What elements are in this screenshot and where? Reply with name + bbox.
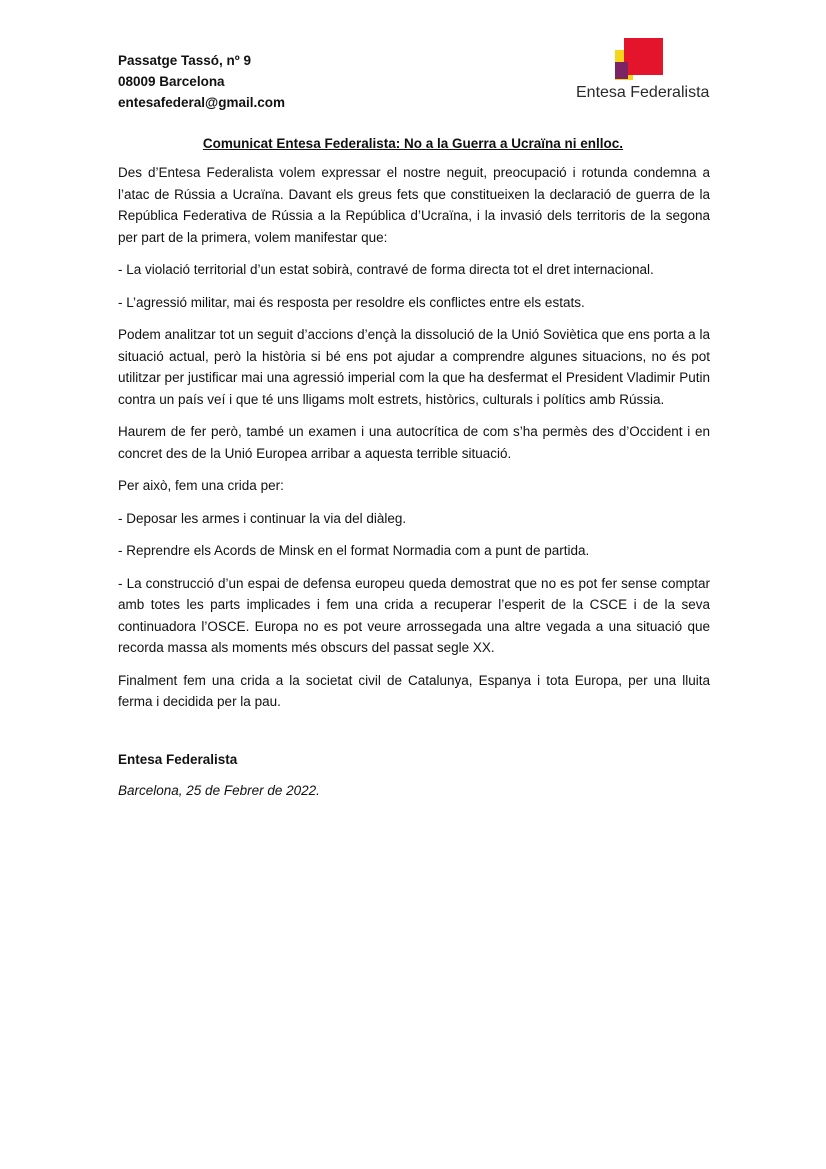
document-title: Comunicat Entesa Federalista: No a la Guerra a Ucraïna ni enlloc. — [202, 136, 624, 151]
sender-address — [118, 50, 285, 113]
entesa-federalista-logo — [570, 36, 720, 106]
logo-squares-icon — [615, 36, 665, 80]
address-email: entesafederal@gmail.com — [118, 95, 285, 110]
body-paragraph: - Reprendre els Acords de Minsk en el format Normadia com a punt de partida. — [118, 543, 590, 558]
logo-text: Entesa Federalista — [576, 84, 710, 101]
document-date: Barcelona, 25 de Febrer de 2022. — [118, 783, 320, 798]
body-paragraph: Per això, fem una crida per: — [118, 478, 284, 493]
body-paragraph: Finalment fem una crida a la societat civil de Catalunya, Espanya i tota Europa, per una lluita ferma i decidida per la pau. — [118, 672, 710, 709]
address-street: Passatge Tassó, nº 9 — [118, 53, 251, 68]
signature: Entesa Federalista — [118, 752, 238, 767]
body-paragraph: - L’agressió militar, mai és resposta per resoldre els conflictes entre els estats. — [118, 294, 585, 310]
body-paragraph: Des d’Entesa Federalista volem expressar el nostre neguit, preocupació i rotunda condemna a l’atac de Rússia a Ucraïna. Davant els greus fets que constitueixen la declaració de guerra de la República Federativa de Rússia a la República d’Ucraïna, i la invasió dels territoris de la segona per part de la primera, volem manifestar que: — [118, 165, 710, 245]
body-paragraph: - La construcció d’un espai de defensa europeu queda demostrat que no es pot fer sense comptar amb totes les parts implicades i fem una crida a recuperar l’esperit de la CSCE i de la seva continuadora l’OSCE. Europa no es pot veure arrossegada una altre vegada a una situació que recorda massa als moments més obscurs del passat segle XX. — [118, 575, 710, 655]
body-paragraph: - Deposar les armes i continuar la via del diàleg. — [118, 510, 407, 526]
address-city: 08009 Barcelona — [118, 74, 225, 89]
body-paragraph: - La violació territorial d’un estat sobirà, contravé de forma directa tot el dret internacional. — [118, 262, 654, 277]
document-body — [118, 162, 710, 724]
body-paragraph: Podem analitzar tot un seguit d’accions d’ençà la dissolució de la Unió Soviètica que ens porta a la situació actual, però la història si bé ens pot ajudar a comprendre algunes situacions, no és pot utilitzar per justificar mai una agressió imperial com la que ha desfermat el President Vladimir Putin contra un país veí i que té uns lligams molt estrets, històrics, culturals i polítics amb Rússia. — [118, 327, 710, 407]
body-paragraph: Haurem de fer però, també un examen i una autocrítica de com s’ha permès des d’Occident i en concret des de la Unió Europea arribar a aquesta terrible situació. — [118, 424, 710, 461]
